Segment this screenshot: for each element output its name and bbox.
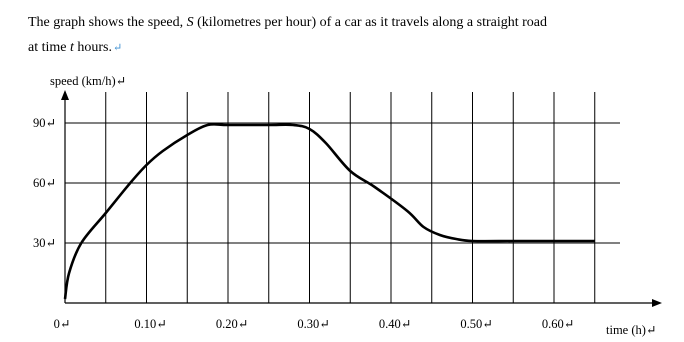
y-tick-label: 60↵ [33, 176, 56, 190]
x-axis-title: time (h)↵ [606, 323, 657, 337]
question-text-segment: at time [28, 40, 70, 55]
variable-t: t [70, 40, 74, 55]
x-tick-label: 0↵ [53, 317, 71, 331]
y-tick-label: 30↵ [33, 236, 56, 250]
x-tick-label: 0.30↵ [297, 317, 330, 331]
question-text-segment: (kilometres per hour) of a car as it travels along a straight road [193, 15, 548, 30]
x-tick-label: 0.60↵ [541, 317, 575, 331]
axis-labels [33, 74, 656, 337]
x-tick-label: 0.40↵ [378, 317, 412, 331]
return-mark-icon: ↵ [113, 42, 123, 54]
grid [65, 92, 620, 303]
question-text-segment: hours. [73, 40, 113, 55]
x-axis-arrow [652, 299, 662, 307]
x-tick-label: 0.50↵ [460, 317, 493, 331]
x-tick-label: 0.10↵ [134, 317, 167, 331]
y-tick-label: 90↵ [33, 116, 56, 130]
question-text-segment: The graph shows the speed, [28, 15, 187, 30]
x-tick-label: 0.20↵ [215, 317, 249, 331]
y-axis-arrow [61, 90, 69, 100]
variable-s: S [186, 15, 194, 30]
speed-line [65, 124, 595, 299]
y-axis-title: speed (km/h)↵ [50, 74, 127, 88]
speed-curve [65, 124, 595, 299]
